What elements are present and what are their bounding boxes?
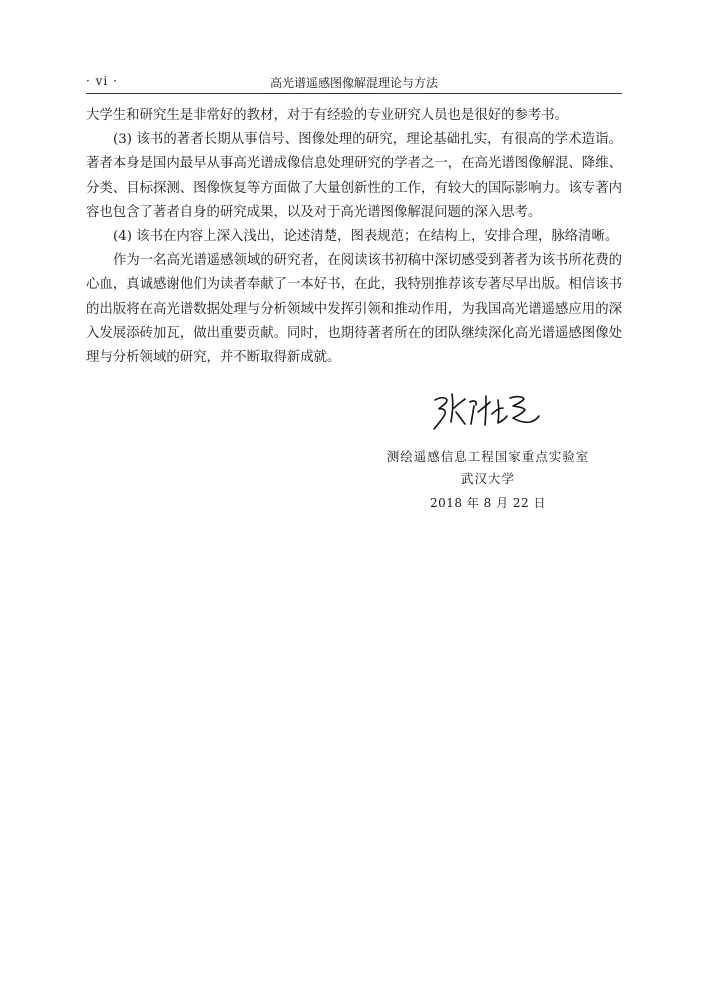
handwritten-signature: [432, 388, 544, 434]
affiliation-lab: 测绘遥感信息工程国家重点实验室: [386, 449, 590, 464]
affiliation-university: 武汉大学: [460, 471, 515, 486]
paragraph-continuation: 大学生和研究生是非常好的教材，对于有经验的专业研究人员也是很好的参考书。: [86, 108, 569, 123]
signature-date: 2018 年 8 月 22 日: [429, 496, 547, 510]
paragraph-closing: 作为一名高光谱遥感领域的研究者，在阅读该书初稿中深切感受到著者为该书所花费的心血，真诚感谢他们为读者奉献了一本好书，在此，我特别推荐该专著尽早出版。相信该书的出版将在高光谱数据处理与分析领域中发挥引领和推动作用，为我国高光谱遥感应用的深入发展添砖加瓦，做出重要贡献。同时，也期待著者所在的团队继续深化高光谱遥感图像处理与分析领域的研究，并不断取得新成就。: [86, 253, 622, 366]
paragraph-point-3: (3) 该书的著者长期从事信号、图像处理的研究，理论基础扎实，有很高的学术造诣。著者本身是国内最早从事高光谱成像信息处理研究的学者之一，在高光谱图像解混、降维、分类、目标探测、图像恢复等方面做了大量创新性的工作，有较大的国际影响力。该专著内容也包含了著者自身的研究成果，以及对于高光谱图像解混问题的深入思考。: [86, 132, 622, 220]
running-title: 高光谱遥感图像解混理论与方法: [269, 76, 438, 90]
signature-block: [370, 446, 606, 514]
header-rule: [86, 93, 622, 94]
page-number: · vi ·: [86, 74, 118, 88]
page-header: [86, 74, 622, 94]
body-text: [86, 104, 622, 370]
paragraph-point-4: (4) 该书在内容上深入浅出，论述清楚，图表规范；在结构上，安排合理，脉络清晰。: [113, 229, 619, 245]
